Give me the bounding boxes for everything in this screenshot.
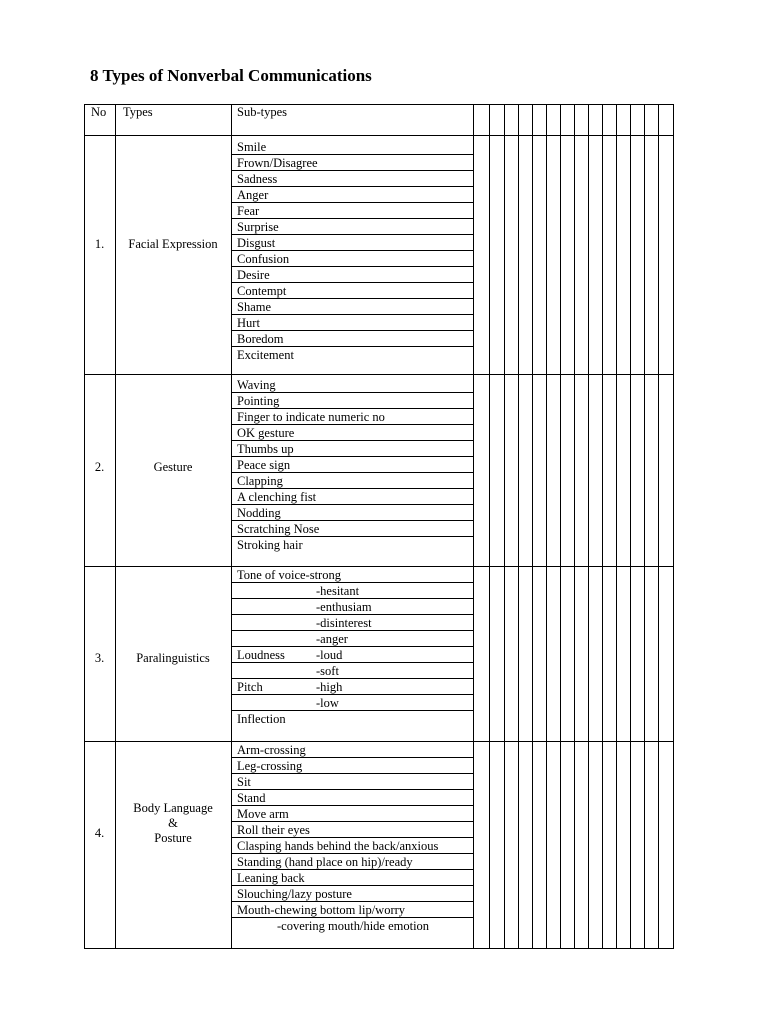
header-no: No bbox=[91, 105, 107, 119]
column-rule bbox=[630, 104, 631, 948]
subtype-variant: -enthusiam bbox=[316, 600, 372, 614]
subtype-label: Contempt bbox=[237, 284, 287, 298]
subtype-rule bbox=[231, 630, 473, 631]
subtype-label: Surprise bbox=[237, 220, 279, 234]
subtype-label: Nodding bbox=[237, 506, 281, 520]
subtype-label: Boredom bbox=[237, 332, 284, 346]
subtype-variant: -hesitant bbox=[316, 584, 360, 598]
column-rule bbox=[616, 104, 617, 948]
subtype-label: Excitement bbox=[237, 348, 294, 362]
column-rule bbox=[588, 104, 589, 948]
group-rule bbox=[84, 566, 674, 567]
subtype-label: Finger to indicate numeric no bbox=[237, 410, 385, 424]
column-rule bbox=[560, 104, 561, 948]
column-rule bbox=[84, 104, 85, 948]
subtype-label: Stand bbox=[237, 791, 266, 805]
subtype-label: Anger bbox=[237, 188, 269, 202]
subtype-label: Disgust bbox=[237, 236, 276, 250]
subtype-label: Fear bbox=[237, 204, 260, 218]
subtype-label: Hurt bbox=[237, 316, 260, 330]
subtype-label: Pointing bbox=[237, 394, 280, 408]
group-type-label: Posture bbox=[154, 831, 192, 845]
subtype-label: Frown/Disagree bbox=[237, 156, 318, 170]
subtype-label: Confusion bbox=[237, 252, 290, 266]
subtype-label: Smile bbox=[237, 140, 267, 154]
subtype-label: Shame bbox=[237, 300, 272, 314]
column-rule bbox=[532, 104, 533, 948]
column-rule bbox=[504, 104, 505, 948]
column-rule bbox=[546, 104, 547, 948]
subtype-variant: -disinterest bbox=[316, 616, 372, 630]
subtype-label: A clenching fist bbox=[237, 490, 317, 504]
subtype-variant: -high bbox=[316, 680, 343, 694]
group-type-label: & bbox=[168, 816, 178, 830]
subtype-label: Arm-crossing bbox=[237, 743, 306, 757]
subtype-rule bbox=[231, 694, 473, 695]
subtype-label: Clasping hands behind the back/anxious bbox=[237, 839, 439, 853]
subtype-label: Inflection bbox=[237, 712, 286, 726]
subtype-label: Tone of voice-strong bbox=[237, 568, 341, 582]
subtype-rule bbox=[231, 773, 473, 774]
subtype-variant: -soft bbox=[316, 664, 339, 678]
column-rule bbox=[673, 104, 674, 948]
group-rule bbox=[84, 948, 674, 949]
subtype-label: OK gesture bbox=[237, 426, 295, 440]
group-number: 2. bbox=[94, 460, 105, 474]
subtype-variant: -low bbox=[316, 696, 339, 710]
subtype-label: Leaning back bbox=[237, 871, 305, 885]
subtype-label: Sit bbox=[237, 775, 251, 789]
header-subtypes: Sub-types bbox=[237, 105, 287, 119]
subtype-label: Pitch bbox=[237, 680, 263, 694]
subtype-label: Thumbs up bbox=[237, 442, 294, 456]
subtype-label: Sadness bbox=[237, 172, 278, 186]
subtype-label: Stroking hair bbox=[237, 538, 303, 552]
subtype-label: Roll their eyes bbox=[237, 823, 310, 837]
group-type-label: Body Language bbox=[133, 801, 213, 815]
subtype-label: Mouth-chewing bottom lip/worry bbox=[237, 903, 406, 917]
column-rule bbox=[574, 104, 575, 948]
column-rule bbox=[602, 104, 603, 948]
header-types: Types bbox=[123, 105, 153, 119]
subtype-label: Move arm bbox=[237, 807, 289, 821]
subtype-label: Desire bbox=[237, 268, 270, 282]
page-title: 8 Types of Nonverbal Communications bbox=[90, 66, 372, 85]
group-type-label: Facial Expression bbox=[128, 237, 218, 251]
column-rule bbox=[658, 104, 659, 948]
subtype-rule bbox=[231, 789, 473, 790]
column-rule bbox=[518, 104, 519, 948]
subtype-label: Loudness bbox=[237, 648, 285, 662]
group-rule bbox=[84, 374, 674, 375]
group-rule bbox=[84, 741, 674, 742]
group-type-label: Gesture bbox=[153, 460, 193, 474]
subtype-label: Leg-crossing bbox=[237, 759, 303, 773]
column-rule bbox=[644, 104, 645, 948]
subtype-label: Waving bbox=[237, 378, 276, 392]
subtype-rule bbox=[231, 202, 473, 203]
group-number: 4. bbox=[94, 826, 105, 840]
group-number: 3. bbox=[94, 651, 105, 665]
column-rule bbox=[489, 104, 490, 948]
header-rule bbox=[84, 135, 674, 136]
subtype-variant: -anger bbox=[316, 632, 348, 646]
subtype-variant: -loud bbox=[316, 648, 343, 662]
subtype-label: Standing (hand place on hip)/ready bbox=[237, 855, 413, 869]
group-type-label: Paralinguistics bbox=[136, 651, 210, 665]
subtype-label: Clapping bbox=[237, 474, 283, 488]
group-number: 1. bbox=[94, 237, 105, 251]
subtype-rule bbox=[231, 678, 473, 679]
subtype-variant: -covering mouth/hide emotion bbox=[277, 919, 430, 933]
subtype-label: Slouching/lazy posture bbox=[237, 887, 352, 901]
subtype-rule bbox=[231, 662, 473, 663]
subtype-label: Peace sign bbox=[237, 458, 291, 472]
subtype-rule bbox=[231, 314, 473, 315]
column-rule bbox=[473, 104, 474, 948]
subtype-label: Scratching Nose bbox=[237, 522, 320, 536]
table-border bbox=[84, 104, 674, 105]
